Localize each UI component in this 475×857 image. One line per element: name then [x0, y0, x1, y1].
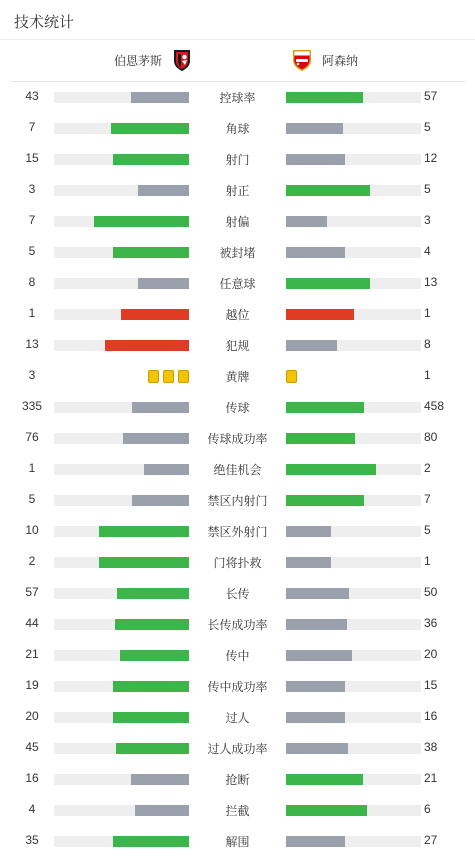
- away-stat-bar-fill: [286, 712, 345, 723]
- stat-row: [0, 826, 475, 857]
- away-stat-bar-fill: [286, 309, 354, 320]
- home-stat-value: 1: [28, 306, 36, 320]
- away-stat-value: 1: [424, 368, 431, 382]
- away-stat-bar-track: [286, 619, 421, 630]
- away-stat-bar-track: [286, 557, 421, 568]
- away-stat-value: 12: [424, 151, 438, 165]
- away-stat-bar-fill: [286, 185, 370, 196]
- away-team-name: 阿森纳: [322, 53, 359, 68]
- home-stat-bar-track: [54, 340, 189, 351]
- home-stat-bar-track: [54, 588, 189, 599]
- stat-label: 禁区外射门: [207, 525, 268, 539]
- home-stat-bar-track: [54, 185, 189, 196]
- away-stat-bar-track: [286, 340, 421, 351]
- away-stat-value: 7: [424, 492, 431, 506]
- home-stat-value: 3: [28, 368, 36, 382]
- stat-row: [0, 733, 475, 764]
- stat-row: [0, 144, 475, 175]
- away-stat-value: 80: [424, 430, 438, 444]
- home-stat-value: 8: [28, 275, 36, 289]
- home-stat-bar-track: [54, 464, 189, 475]
- away-stat-bar-track: [286, 154, 421, 165]
- stat-row: [0, 516, 475, 547]
- away-stat-bar-fill: [286, 340, 337, 351]
- home-team-name: 伯恩茅斯: [114, 53, 163, 68]
- stat-label: 解围: [225, 835, 250, 849]
- stat-row: [0, 237, 475, 268]
- home-stat-bar-fill: [99, 557, 189, 568]
- stat-row: [0, 609, 475, 640]
- away-stat-value: 8: [424, 337, 431, 351]
- away-stat-bar-track: [286, 278, 421, 289]
- home-stat-bar-track: [54, 123, 189, 134]
- home-stat-bar-fill: [144, 464, 189, 475]
- home-stat-bar-track: [54, 619, 189, 630]
- home-stat-bar-track: [54, 712, 189, 723]
- home-stat-value: 4: [28, 802, 36, 816]
- stat-row: [0, 299, 475, 330]
- away-stat-value: 458: [424, 399, 445, 413]
- stat-label: 抢断: [225, 773, 250, 787]
- away-stat-bar-track: [286, 650, 421, 661]
- away-stat-value: 13: [424, 275, 438, 289]
- home-stat-bar-fill: [111, 123, 189, 134]
- away-stat-bar-fill: [286, 247, 345, 258]
- stat-label: 角球: [225, 122, 250, 136]
- stat-row: [0, 454, 475, 485]
- away-stat-bar-fill: [286, 774, 363, 785]
- away-stat-bar-fill: [286, 216, 327, 227]
- stat-row: [0, 764, 475, 795]
- home-yellow-cards: [148, 370, 189, 383]
- away-stat-value: 5: [424, 182, 431, 196]
- away-stat-value: 6: [424, 802, 431, 816]
- home-stat-bar-track: [54, 743, 189, 754]
- stat-row: [0, 671, 475, 702]
- away-stat-value: 21: [424, 771, 438, 785]
- home-stat-bar-fill: [115, 619, 189, 630]
- away-stat-bar-track: [286, 216, 421, 227]
- away-stat-bar-fill: [286, 464, 376, 475]
- home-stat-bar-track: [54, 247, 189, 258]
- away-stat-value: 16: [424, 709, 438, 723]
- stat-row: [0, 175, 475, 206]
- away-stat-bar-fill: [286, 402, 364, 413]
- away-stat-bar-track: [286, 588, 421, 599]
- stat-row: [0, 702, 475, 733]
- home-stat-value: 43: [25, 89, 39, 103]
- stat-row: [0, 640, 475, 671]
- stat-label: 传中: [225, 649, 250, 663]
- away-stat-bar-track: [286, 526, 421, 537]
- home-stat-bar-fill: [138, 278, 189, 289]
- home-stat-bar-track: [54, 774, 189, 785]
- home-stat-bar-track: [54, 836, 189, 847]
- stat-label: 越位: [225, 308, 250, 322]
- home-stat-value: 20: [25, 709, 39, 723]
- stat-row: [0, 113, 475, 144]
- away-stat-bar-track: [286, 247, 421, 258]
- away-team[interactable]: [290, 48, 358, 72]
- stat-row: [0, 330, 475, 361]
- stat-label: 传球: [225, 401, 250, 415]
- home-stat-value: 57: [25, 585, 39, 599]
- stat-row: [0, 361, 475, 392]
- away-stat-bar-track: [286, 402, 421, 413]
- home-stat-bar-track: [54, 805, 189, 816]
- stat-label: 被封堵: [219, 246, 256, 260]
- home-stat-bar-track: [54, 650, 189, 661]
- home-stat-value: 1: [28, 461, 36, 475]
- away-stat-bar-fill: [286, 836, 345, 847]
- home-stat-bar-fill: [138, 185, 189, 196]
- away-stat-bar-fill: [286, 805, 367, 816]
- home-stat-bar-track: [54, 433, 189, 444]
- stat-row: [0, 423, 475, 454]
- home-stat-value: 10: [25, 523, 39, 537]
- away-stat-bar-track: [286, 805, 421, 816]
- stat-row: [0, 268, 475, 299]
- stat-label: 控球率: [219, 91, 256, 105]
- away-stat-value: 57: [424, 89, 438, 103]
- away-stat-bar-track: [286, 681, 421, 692]
- stat-row: [0, 392, 475, 423]
- stat-label: 传中成功率: [207, 680, 268, 694]
- home-stat-bar-track: [54, 92, 189, 103]
- home-stat-value: 3: [28, 182, 36, 196]
- home-stat-value: 44: [25, 616, 39, 630]
- away-stat-bar-track: [286, 836, 421, 847]
- away-stat-bar-fill: [286, 681, 345, 692]
- home-stat-bar-fill: [120, 650, 189, 661]
- away-stat-value: 15: [424, 678, 438, 692]
- home-stat-bar-fill: [113, 712, 189, 723]
- away-stat-value: 5: [424, 523, 431, 537]
- away-stat-bar-track: [286, 92, 421, 103]
- home-stat-value: 19: [25, 678, 39, 692]
- home-stat-bar-fill: [132, 402, 189, 413]
- home-stat-value: 16: [25, 771, 39, 785]
- stat-row: [0, 578, 475, 609]
- stat-label: 犯规: [225, 339, 250, 353]
- yellow-card-icon: [148, 370, 159, 383]
- away-stat-value: 5: [424, 120, 431, 134]
- yellow-card-icon: [178, 370, 189, 383]
- stat-label: 过人成功率: [207, 742, 268, 756]
- away-stat-bar-fill: [286, 557, 331, 568]
- away-stat-bar-track: [286, 712, 421, 723]
- arsenal-crest-icon: [290, 48, 314, 72]
- home-stat-bar-fill: [99, 526, 189, 537]
- away-stat-value: 38: [424, 740, 438, 754]
- away-stat-bar-track: [286, 185, 421, 196]
- away-stat-bar-fill: [286, 526, 331, 537]
- home-stat-value: 21: [25, 647, 39, 661]
- home-stat-value: 2: [28, 554, 36, 568]
- stat-label: 传球成功率: [207, 432, 268, 446]
- away-stat-bar-fill: [286, 495, 364, 506]
- away-stat-bar-track: [286, 495, 421, 506]
- away-stat-bar-track: [286, 743, 421, 754]
- stat-label: 过人: [225, 711, 250, 725]
- away-stat-bar-fill: [286, 92, 363, 103]
- away-yellow-cards: [286, 370, 297, 383]
- away-stat-bar-fill: [286, 619, 347, 630]
- away-stat-bar-fill: [286, 154, 345, 165]
- home-team[interactable]: [114, 48, 194, 72]
- stat-label: 禁区内射门: [207, 494, 268, 508]
- away-stat-bar-fill: [286, 743, 348, 754]
- home-stat-bar-fill: [94, 216, 189, 227]
- away-stat-bar-fill: [286, 588, 349, 599]
- home-stat-value: 5: [28, 244, 36, 258]
- home-stat-bar-fill: [113, 247, 189, 258]
- away-stat-value: 3: [424, 213, 431, 227]
- away-stat-bar-fill: [286, 278, 370, 289]
- away-stat-value: 36: [424, 616, 438, 630]
- stat-label: 射门: [225, 153, 250, 167]
- stat-label: 长传: [225, 587, 250, 601]
- home-stat-bar-track: [54, 526, 189, 537]
- home-stat-bar-fill: [131, 92, 189, 103]
- stat-row: [0, 485, 475, 516]
- stat-label: 门将扑救: [213, 556, 262, 570]
- home-stat-bar-track: [54, 278, 189, 289]
- stat-label: 拦截: [225, 804, 250, 818]
- home-stat-bar-fill: [123, 433, 189, 444]
- page-title: 技术统计: [0, 0, 475, 40]
- home-stat-bar-track: [54, 216, 189, 227]
- away-stat-value: 27: [424, 833, 438, 847]
- stat-label: 绝佳机会: [213, 463, 262, 477]
- stat-label: 任意球: [219, 277, 256, 291]
- stat-row: [0, 82, 475, 113]
- home-stat-bar-track: [54, 681, 189, 692]
- home-stat-value: 76: [25, 430, 39, 444]
- home-stat-value: 45: [25, 740, 39, 754]
- away-stat-value: 50: [424, 585, 438, 599]
- home-stat-bar-track: [54, 154, 189, 165]
- home-stat-bar-track: [54, 402, 189, 413]
- home-stat-bar-fill: [113, 154, 189, 165]
- away-stat-bar-track: [286, 464, 421, 475]
- home-stat-bar-fill: [113, 836, 189, 847]
- home-stat-bar-fill: [117, 588, 189, 599]
- away-stat-bar-fill: [286, 650, 352, 661]
- home-stat-value: 7: [28, 120, 36, 134]
- yellow-card-icon: [163, 370, 174, 383]
- stat-row: [0, 795, 475, 826]
- home-stat-value: 15: [25, 151, 39, 165]
- home-stat-value: 13: [25, 337, 39, 351]
- away-stat-bar-track: [286, 123, 421, 134]
- away-stat-bar-track: [286, 433, 421, 444]
- away-stat-value: 20: [424, 647, 438, 661]
- home-stat-bar-fill: [113, 681, 189, 692]
- away-stat-value: 1: [424, 306, 431, 320]
- stat-label: 射正: [225, 184, 250, 198]
- away-stat-bar-fill: [286, 433, 355, 444]
- home-stat-bar-fill: [105, 340, 189, 351]
- away-stat-bar-fill: [286, 123, 343, 134]
- bournemouth-crest-icon: [170, 48, 194, 72]
- home-stat-bar-fill: [132, 495, 189, 506]
- stat-label: 射偏: [225, 215, 250, 229]
- home-stat-bar-fill: [121, 309, 189, 320]
- home-stat-value: 335: [21, 399, 43, 413]
- teams-header: [10, 40, 465, 82]
- stat-row: [0, 547, 475, 578]
- home-stat-bar-fill: [131, 774, 189, 785]
- stat-row: [0, 206, 475, 237]
- stat-label: 黄牌: [225, 370, 250, 384]
- away-stat-value: 2: [424, 461, 431, 475]
- away-stat-bar-track: [286, 774, 421, 785]
- home-stat-bar-track: [54, 309, 189, 320]
- away-stat-bar-track: [286, 309, 421, 320]
- home-stat-bar-fill: [116, 743, 189, 754]
- home-stat-bar-track: [54, 557, 189, 568]
- away-stat-value: 4: [424, 244, 431, 258]
- home-stat-value: 7: [28, 213, 36, 227]
- home-stat-value: 35: [25, 833, 39, 847]
- yellow-card-icon: [286, 370, 297, 383]
- home-stat-bar-track: [54, 495, 189, 506]
- away-stat-value: 1: [424, 554, 431, 568]
- stat-label: 长传成功率: [207, 618, 268, 632]
- home-stat-bar-fill: [135, 805, 189, 816]
- home-stat-value: 5: [28, 492, 36, 506]
